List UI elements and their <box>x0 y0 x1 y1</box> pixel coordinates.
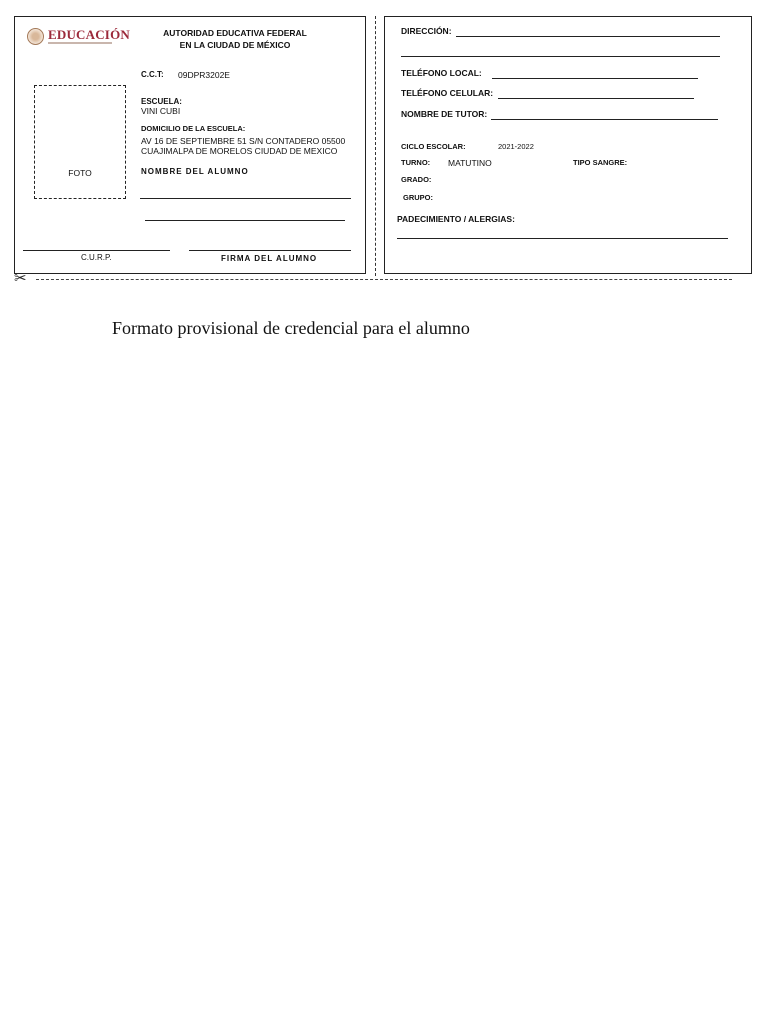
photo-label: FOTO <box>68 168 92 178</box>
seal-icon <box>27 28 44 45</box>
caption: Formato provisional de credencial para el alumno <box>112 318 470 338</box>
curp-line <box>23 250 170 251</box>
credential-front <box>14 16 366 274</box>
fold-line <box>375 16 376 276</box>
telefono-local-label: TELÉFONO LOCAL: <box>401 68 482 78</box>
tipo-sangre-label: TIPO SANGRE: <box>573 158 628 167</box>
turno-label: TURNO: <box>401 158 431 167</box>
direccion-line-1 <box>456 36 720 37</box>
padecimiento-line <box>397 238 728 239</box>
padecimiento-label: PADECIMIENTO / ALERGIAS: <box>397 214 515 224</box>
direccion-line-2 <box>401 56 720 57</box>
escuela-label: ESCUELA: <box>141 97 182 106</box>
header-line-2: EN LA CIUDAD DE MÉXICO <box>179 40 291 50</box>
ciclo-value: 2021-2022 <box>498 142 534 151</box>
photo-box <box>34 85 126 199</box>
nombre-line-1 <box>140 198 351 199</box>
cut-line <box>36 279 732 280</box>
escuela-value: VINI CUBI <box>141 106 181 116</box>
scissors-icon: ✂ <box>14 270 27 287</box>
nombre-line-2 <box>145 220 345 221</box>
logo-subtitle-bar <box>48 42 112 44</box>
telefono-celular-label: TELÉFONO CELULAR: <box>401 88 494 98</box>
turno-value: MATUTINO <box>448 158 492 168</box>
telefono-celular-line <box>498 98 694 99</box>
logo-text: EDUCACIÓN <box>48 27 130 42</box>
tutor-label: NOMBRE DE TUTOR: <box>401 109 488 119</box>
education-logo <box>27 27 130 51</box>
ciclo-label: CICLO ESCOLAR: <box>401 142 466 151</box>
grado-label: GRADO: <box>401 175 432 184</box>
direccion-label: DIRECCIÓN: <box>401 26 452 36</box>
tutor-line <box>491 119 718 120</box>
cct-label: C.C.T: <box>141 70 164 79</box>
authority-header <box>135 27 335 51</box>
cct-value: 09DPR3202E <box>178 70 230 80</box>
domicilio-line-2: CUAJIMALPA DE MORELOS CIUDAD DE MEXICO <box>141 146 338 156</box>
telefono-local-line <box>492 78 698 79</box>
firma-line <box>189 250 351 251</box>
nombre-alumno-label: NOMBRE DEL ALUMNO <box>141 167 249 176</box>
curp-label: C.U.R.P. <box>81 253 112 262</box>
grupo-label: GRUPO: <box>403 193 433 202</box>
header-line-1: AUTORIDAD EDUCATIVA FEDERAL <box>163 28 307 38</box>
domicilio-label: DOMICILIO DE LA ESCUELA: <box>141 124 246 133</box>
domicilio-line-1: AV 16 DE SEPTIEMBRE 51 S/N CONTADERO 05500 <box>141 136 346 146</box>
credential-back <box>384 16 752 274</box>
firma-label: FIRMA DEL ALUMNO <box>221 254 318 263</box>
